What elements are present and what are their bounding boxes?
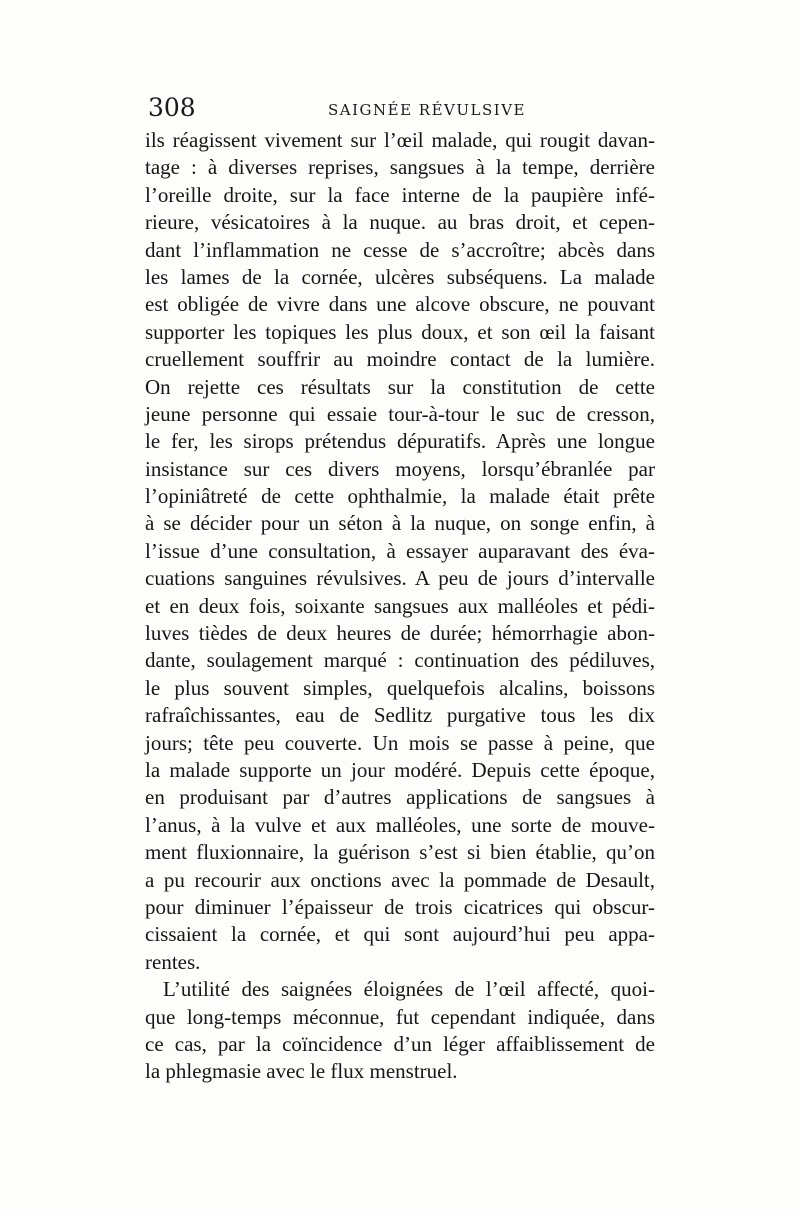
body-text [145,127,655,1086]
text-line: L’utilité des saignées éloignées de l’œil affecté, quoi- [163,977,655,1002]
running-head [142,93,682,123]
page-number: 308 [148,93,196,122]
text-line: la phlegmasie avec le flux menstruel. [145,1059,458,1084]
text-line: dante, soulagement marqué : continuation des pédiluves, [145,648,655,673]
text-line: l’issue d’une consultation, à essayer auparavant des éva- [145,538,655,563]
text-line: cissaient la cornée, et qui sont aujourd’hui peu appa- [145,922,655,947]
text-line: les lames de la cornée, ulcères subséquens. La malade [145,264,655,289]
text-line: et en deux fois, soixante sangsues aux malléoles et pédi- [145,593,655,618]
text-line: ce cas, par la coïncidence d’un léger affaiblissement de [145,1031,655,1056]
text-line: rieure, vésicatoires à la nuque. au bras droit, et cepen- [145,210,655,235]
text-line: supporter les topiques les plus doux, et son œil la faisant [145,319,655,344]
text-line: que long-temps méconnue, fut cependant indiquée, dans [145,1004,655,1029]
text-line: insistance sur ces divers moyens, lorsqu’ébranlée par [145,456,655,481]
text-line: cuations sanguines révulsives. A peu de jours d’intervalle [145,566,655,591]
text-line: jeune personne qui essaie tour-à-tour le suc de cresson, [145,401,655,426]
text-line: luves tièdes de deux heures de durée; hémorrhagie abon- [145,621,655,646]
text-line: ils réagissent vivement sur l’œil malade, qui rougit davan- [145,128,655,152]
text-line: l’anus, à la vulve et aux malléoles, une sorte de mouve- [145,812,655,837]
text-line: On rejette ces résultats sur la constitution de cette [145,374,655,399]
text-line: ment fluxionnaire, la guérison s’est si bien établie, qu’on [145,840,655,865]
text-line: en produisant par d’autres applications de sangsues à [145,785,655,810]
text-line: l’oreille droite, sur la face interne de la paupière infé- [145,182,655,207]
running-title: SAIGNÉE RÉVULSIVE [328,101,526,119]
text-line: dant l’inflammation ne cesse de s’accroître; abcès dans [145,237,655,262]
text-line: jours; tête peu couverte. Un mois se passe à peine, que [145,730,655,755]
text-line: l’opiniâtreté de cette ophthalmie, la malade était prête [145,484,655,509]
text-line: tage : à diverses reprises, sangsues à la tempe, derrière [145,155,655,180]
text-line: a pu recourir aux onctions avec la pommade de Desault, [145,867,655,892]
text-line: le fer, les sirops prétendus dépuratifs. Après une longue [145,429,655,454]
text-line: le plus souvent simples, quelquefois alcalins, boissons [145,675,655,700]
text-line: cruellement souffrir au moindre contact de la lumière. [145,347,655,372]
text-line: pour diminuer l’épaisseur de trois cicatrices qui obscur- [145,894,655,919]
text-line: à se décider pour un séton à la nuque, on songe enfin, à [145,511,655,536]
text-line: est obligée de vivre dans une alcove obscure, ne pouvant [145,292,655,317]
text-line: rentes. [145,949,201,974]
text-line: la malade supporte un jour modéré. Depuis cette époque, [145,757,655,782]
text-line: rafraîchissantes, eau de Sedlitz purgative tous les dix [145,703,655,728]
